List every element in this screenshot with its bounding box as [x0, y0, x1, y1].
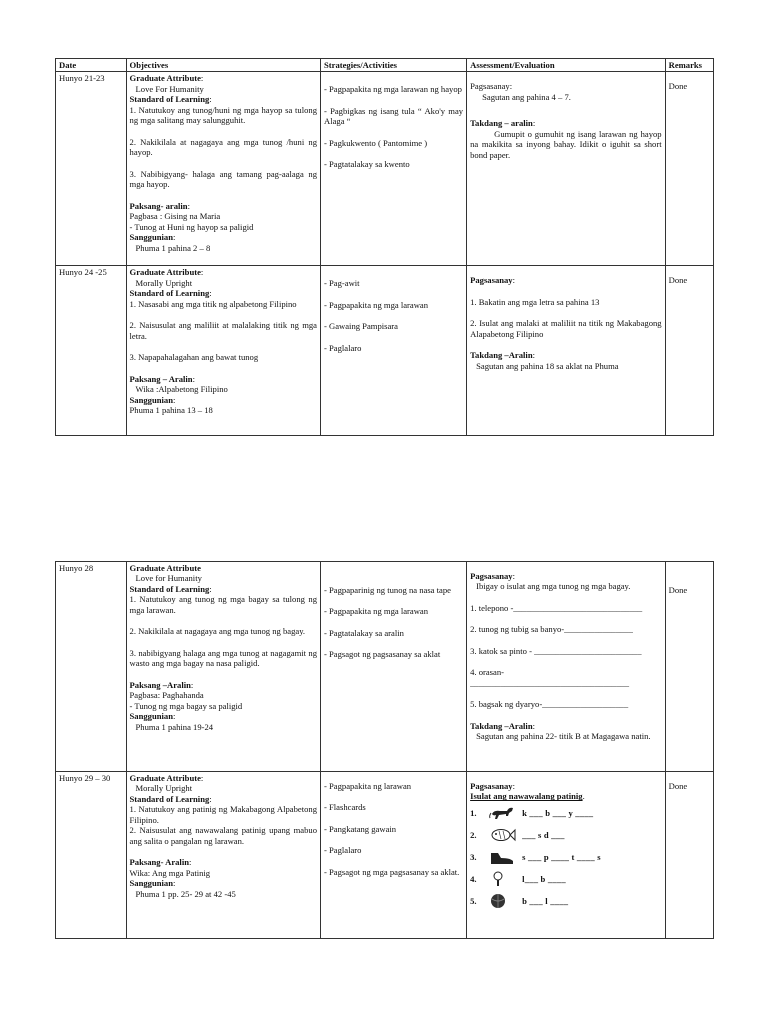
takdang-aralin-text: Sagutan ang pahina 18 sa aklat na Phuma [476, 360, 619, 371]
takdang-aralin-label: Takdang – aralin [470, 118, 533, 129]
row-strategies [321, 772, 467, 939]
lesson-plan-table-2 [55, 561, 714, 939]
paksa-label: Paksang –Aralin [129, 679, 191, 690]
pagsasanay-text: Sagutan ang pahina 4 – 7. [482, 91, 571, 102]
pagsasanay-text: Ibigay o isulat ang mga tunog ng mga bagay. [476, 581, 631, 592]
sanggunian-label: Sanggunian [129, 878, 174, 889]
pagsasanay-item: 4. orasan-_____________________________________ [470, 667, 630, 688]
row-assessment: Pagsasanay: Ibigay o isulat ang mga tunog ng mga bagay. 1. telepono -______________________________ 2. tunog ng tubig sa banyo-________________ 3. katok sa pinto - _________________________ 4. orasan-_____________________________________ 5. bagsak ng dyaryo-____________________ Takdang –Aralin: Sagutan ang pahina 22- titik B at Magagawa natin. [467, 562, 666, 772]
paksa-label: Paksang- Aralin [129, 857, 189, 868]
ball-icon [488, 892, 516, 910]
standard-label: Standard of Learning [129, 288, 210, 299]
pagsasanay-label: Pagsasanay [470, 571, 513, 581]
row-date: Hunyo 24 -25 [56, 266, 127, 436]
header-date: Date [56, 59, 127, 72]
strategy-item: - Pagpapakita ng mga larawan [324, 299, 429, 310]
pagsasanay-item: 1. telepono -______________________________ [470, 602, 643, 613]
sanggunian-line: Phuma 1 pahina 19-24 [135, 721, 214, 732]
row-assessment: Pagsasanay: Isulat ang nawawalang patinig. 1. k ___ b ___ y ____ 2. ___ s d ___ 3. s ___ p ____ t ____ s 4. l___ b ____ 5. b ___ l ____ [467, 772, 666, 939]
lamp-icon [488, 870, 516, 888]
row-date: Hunyo 21-23 [56, 72, 127, 266]
pagsasanay-label: Pagsasanay [470, 81, 510, 92]
sanggunian-line: Phuma 1 pahina 13 – 18 [129, 405, 213, 416]
remarks-value: Done [668, 781, 688, 791]
objective-item: 3. Nabibigyang- halaga ang tamang pag-aalaga ng mga hayop. [129, 168, 317, 190]
strategy-item: - Gawaing Pampisara [324, 321, 398, 332]
strategy-item: - Pagkukwento ( Pantomime ) [324, 137, 428, 148]
row-date: Hunyo 28 [56, 562, 127, 772]
strategy-item: - Pagpaparinig ng tunog na nasa tape [324, 585, 451, 595]
fish-icon [488, 826, 516, 844]
objective-item: 1. Natutukoy ang tunog/huni ng mga hayop sa tulong ng mga salitang may salungguhit. [129, 104, 317, 126]
quiz-item [470, 890, 662, 912]
table-row [56, 266, 714, 436]
sanggunian-label: Sanggunian [129, 394, 174, 405]
header-row [56, 59, 714, 72]
strategy-item: - Pagbigkas ng isang tula “ Ako'y may Alaga “ [324, 105, 464, 127]
takdang-aralin-label: Takdang –Aralin [470, 720, 533, 731]
row-remarks [665, 266, 713, 436]
row-remarks [665, 72, 713, 266]
pagsasanay-subtitle: Isulat ang nawawalang patinig [470, 791, 583, 802]
paksa-line: Pagbasa : Gising na Maria [129, 211, 221, 222]
standard-label: Standard of Learning [129, 793, 210, 804]
standard-label: Standard of Learning [129, 94, 210, 105]
row-remarks [665, 562, 713, 772]
row-assessment: Pagsasanay: 1. Bakatin ang mga letra sa pahina 13 2. Isulat ang malaki at maliliit na titik ng Makabagong Alapabetong Filipino Takdang –Aralin: Sagutan ang pahina 18 sa aklat na Phuma [467, 266, 666, 436]
strategy-item: - Pagpapakita ng larawan [324, 781, 412, 791]
header-strategies: Strategies/Activities [321, 59, 467, 72]
quiz-text: ___ s d ___ [522, 829, 565, 840]
takdang-aralin-label: Takdang –Aralin [470, 350, 533, 361]
pagsasanay-item: 2. tunog ng tubig sa banyo-________________ [470, 624, 633, 635]
strategy-item: - Paglalaro [324, 845, 362, 856]
paksa-line: Wika: Ang mga Patinig [129, 867, 211, 878]
objective-item: 2. Nakikilala at nagagaya ang mga tunog ng bagay. [129, 626, 306, 637]
table-row [56, 772, 714, 939]
sanggunian-line: Phuma 1 pahina 2 – 8 [135, 242, 211, 253]
graduate-attribute-value: Love for Humanity [135, 573, 202, 584]
quiz-number: 1. [470, 807, 477, 818]
paksa-label: Paksang – Aralin [129, 373, 193, 384]
quiz-item [470, 846, 662, 868]
remarks-value: Done [668, 275, 688, 286]
objective-item: 3. nabibigyang halaga ang mga tunog at nagagamit ng wasto ang mga bagay na nasa paligid. [129, 647, 317, 669]
row-date: Hunyo 29 – 30 [56, 772, 127, 939]
graduate-attribute-value: Morally Upright [135, 277, 193, 288]
strategy-item: - Pagpapakita ng mga larawan ng hayop [324, 84, 462, 95]
objective-item: 1. Natutukoy ang patinig ng Makabagong Alpabetong Filipino. [129, 804, 317, 825]
pagsasanay-item: 5. bagsak ng dyaryo-____________________ [470, 699, 629, 710]
header-assessment: Assessment/Evaluation [467, 59, 666, 72]
lesson-plan-table-1 [55, 58, 714, 436]
takdang-aralin-text: Gumupit o gumuhit ng isang larawan ng hayop na makikita sa inyong bahay. Idikit o iguhit sa short bond paper. [470, 128, 662, 160]
quiz-item [470, 802, 662, 824]
quiz-text: l___ b ____ [522, 873, 566, 884]
strategy-item: - Paglalaro [324, 342, 362, 353]
header-objectives: Objectives [126, 59, 320, 72]
objective-item: 2. Nakikilala at nagagaya ang mga tunog /huni ng hayop. [129, 136, 317, 158]
horse-icon [488, 804, 516, 822]
quiz-item [470, 824, 662, 846]
sanggunian-label: Sanggunian [129, 711, 174, 722]
quiz-text: k ___ b ___ y ____ [522, 807, 594, 818]
header-remarks: Remarks [665, 59, 713, 72]
quiz-number: 5. [470, 895, 477, 906]
takdang-aralin-text: Sagutan ang pahina 22- titik B at Magagawa natin. [476, 731, 651, 742]
row-strategies [321, 266, 467, 436]
shoe-icon [488, 848, 516, 866]
paksa-line: - Tunog ng mga bagay sa paligid [129, 700, 243, 711]
objective-item: 3. Napapahalagahan ang bawat tunog [129, 352, 259, 363]
objective-item: 1. Nasasabi ang mga titik ng alpabetong Filipino [129, 298, 297, 309]
graduate-attribute-value: Love For Humanity [135, 83, 204, 94]
row-assessment: Pagsasanay: Sagutan ang pahina 4 – 7. Takdang – aralin: Gumupit o gumuhit ng isang larawan ng hayop na makikita sa inyong bahay. Idikit o iguhit sa short bond paper. [467, 72, 666, 266]
strategy-item: - Flashcards [324, 802, 366, 813]
pagsasanay-label: Pagsasanay [470, 781, 513, 791]
strategy-item: - Pagtatalakay sa kwento [324, 159, 410, 170]
strategy-item: - Pagtatalakay sa aralin [324, 627, 404, 638]
strategy-item: - Pagsagot ng mga pagsasanay sa aklat. [324, 866, 460, 877]
row-remarks [665, 772, 713, 939]
pagsasanay-label: Pagsasanay [470, 275, 513, 286]
quiz-text: s ___ p ____ t ____ s [522, 851, 601, 862]
paksa-line: Pagbasa: Paghahanda [129, 690, 204, 701]
quiz-text: b ___ l ____ [522, 895, 569, 906]
graduate-attribute-label: Graduate Attribute [129, 267, 201, 278]
graduate-attribute-label: Graduate Attribute [129, 563, 201, 573]
sanggunian-line: Phuma 1 pp. 25- 29 at 42 -45 [135, 888, 236, 899]
standard-label: Standard of Learning [129, 583, 210, 594]
strategy-item: - Pagsagot ng pagsasanay sa aklat [324, 649, 441, 660]
graduate-attribute-value: Morally Upright [135, 783, 193, 794]
row-strategies [321, 72, 467, 266]
pagsasanay-item: 3. katok sa pinto - _________________________ [470, 645, 642, 656]
row-objectives: Graduate Attribute: Love For Humanity Standard of Learning: 1. Natutukoy ang tunog/huni ng mga hayop sa tulong ng mga salitang may salungguhit. 2. Nakikilala at nagagaya ang mga tunog /huni ng hayop. 3. Nabibigyang- halaga ang tamang pag-aalaga ng mga hayop. Paksang- aralin: Pagbasa : Gising na Maria - Tunog at Huni ng hayop sa paligid Sanggunian: Phuma 1 pahina 2 – 8 [126, 72, 320, 266]
pagsasanay-item: 1. Bakatin ang mga letra sa pahina 13 [470, 296, 600, 307]
quiz-number: 3. [470, 851, 477, 862]
graduate-attribute-label: Graduate Attribute [129, 73, 201, 84]
quiz-item [470, 868, 662, 890]
row-objectives: Graduate Attribute Love for Humanity Standard of Learning: 1. Natutukoy ang tunog ng mga bagay sa tulong ng mga larawan. 2. Nakikilala at nagagaya ang mga tunog ng bagay. 3. nabibigyang halaga ang mga tunog at nagagamit ng wasto ang mga bagay na nasa paligid. Paksang –Aralin: Pagbasa: Paghahanda - Tunog ng mga bagay sa paligid Sanggunian: Phuma 1 pahina 19-24 [126, 562, 320, 772]
row-strategies [321, 562, 467, 772]
paksa-line: - Tunog at Huni ng hayop sa paligid [129, 221, 254, 232]
pagsasanay-item: 2. Isulat ang malaki at maliliit na titik ng Makabagong Alapabetong Filipino [470, 318, 662, 339]
graduate-attribute-label: Graduate Attribute [129, 773, 201, 783]
remarks-value: Done [668, 585, 688, 595]
strategy-item: - Pag-awit [324, 278, 360, 289]
table-row [56, 72, 714, 266]
table-row [56, 562, 714, 772]
quiz-number: 4. [470, 873, 477, 884]
paksa-label: Paksang- aralin [129, 200, 188, 211]
strategy-item: - Pangkatang gawain [324, 823, 397, 834]
sanggunian-label: Sanggunian [129, 232, 174, 243]
objective-item: 1. Natutukoy ang tunog ng mga bagay sa tulong ng mga larawan. [129, 594, 317, 615]
objective-item: 2. Naisusulat ang maliliit at malalaking titik ng mga letra. [129, 320, 317, 341]
row-objectives: Graduate Attribute: Morally Upright Standard of Learning: 1. Nasasabi ang mga titik ng alpabetong Filipino 2. Naisusulat ang maliliit at malalaking titik ng mga letra. 3. Napapahalagahan ang bawat tunog Paksang – Aralin: Wika :Alpabetong Filipino Sanggunian: Phuma 1 pahina 13 – 18 [126, 266, 320, 436]
paksa-line: Wika :Alpabetong Filipino [135, 384, 228, 395]
strategy-item: - Pagpapakita ng mga larawan [324, 606, 429, 617]
quiz-number: 2. [470, 829, 477, 840]
objective-item: 2. Naisusulat ang nawawalang patinig upang mabuo ang salita o pangalan ng larawan. [129, 825, 317, 846]
remarks-value: Done [668, 81, 688, 92]
row-objectives: Graduate Attribute: Morally Upright Standard of Learning: 1. Natutukoy ang patinig ng Makabagong Alpabetong Filipino. 2. Naisusulat ang nawawalang patinig upang mabuo ang salita o pangalan ng larawan. Paksang- Aralin: Wika: Ang mga Patinig Sanggunian: Phuma 1 pp. 25- 29 at 42 -45 [126, 772, 320, 939]
